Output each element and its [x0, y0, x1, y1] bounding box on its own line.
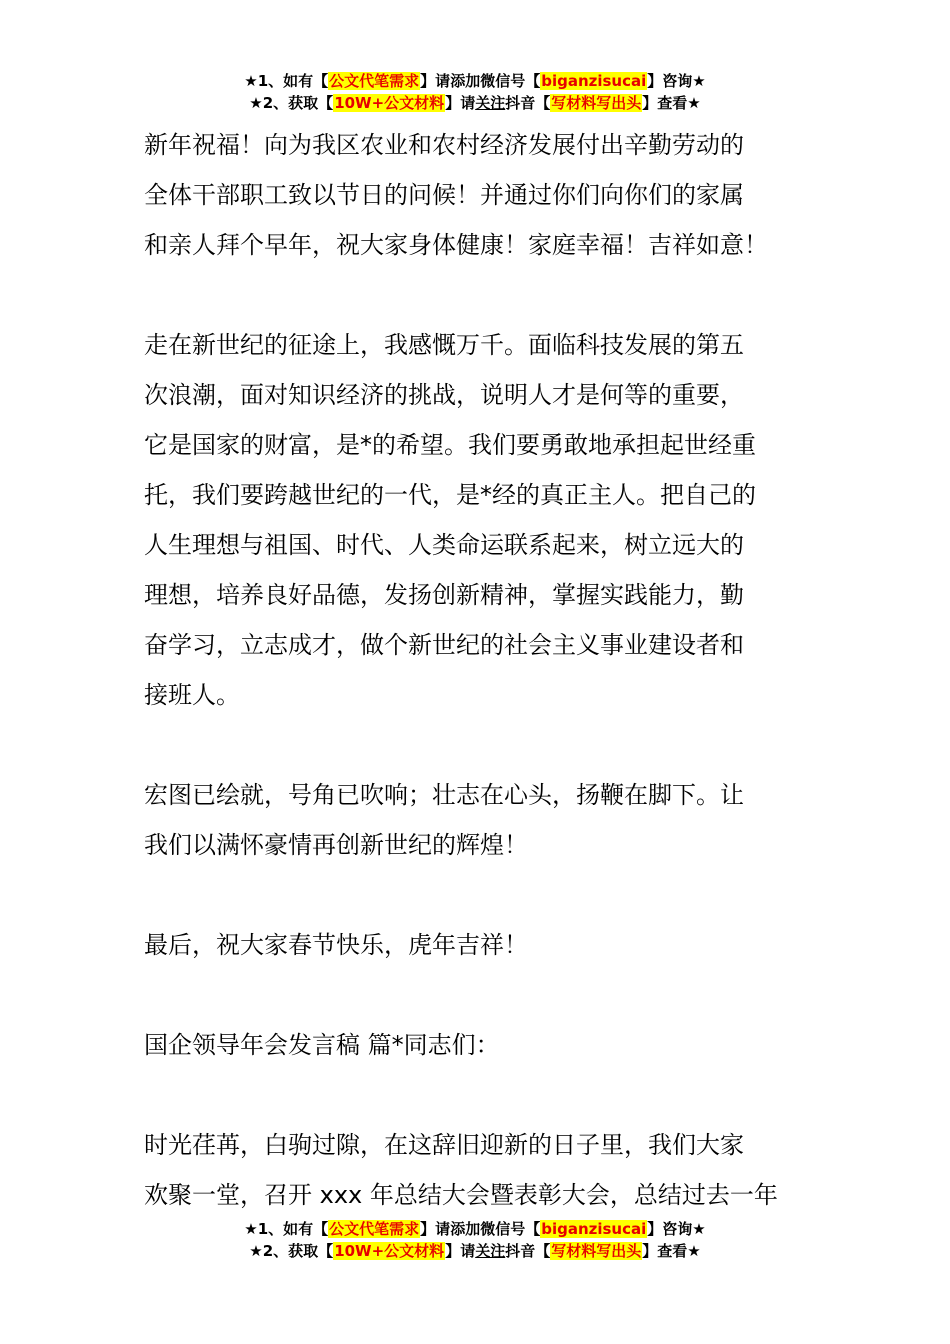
- banner-text: 】咨询★: [647, 72, 706, 90]
- header-banner: [0, 70, 950, 114]
- banner-text: 抖音【: [505, 94, 551, 112]
- banner-text: 微信号【: [480, 1220, 541, 1238]
- banner-highlight-douyin-account: 写材料写出头: [551, 94, 642, 112]
- text-line: 它是国家的财富，是*的希望。我们要勇敢地承担起世经重: [144, 431, 756, 459]
- banner-text: ★2、获取【: [249, 94, 334, 112]
- text-line: 我们以满怀豪情再创新世纪的辉煌！: [144, 831, 528, 859]
- banner-emphasis: 关注: [475, 1242, 506, 1260]
- banner-text: 】查看★: [642, 1242, 701, 1260]
- text-line: 最后，祝大家春节快乐，虎年吉祥！: [144, 931, 528, 959]
- text-line: 走在新世纪的征途上，我感慨万千。面临科技发展的第五: [144, 331, 744, 359]
- banner-text: 】请: [420, 1220, 451, 1238]
- banner-text: 】请: [445, 1242, 476, 1260]
- paragraph-gap: [144, 1070, 809, 1120]
- banner-text: 】咨询★: [647, 1220, 706, 1238]
- banner-text: 】查看★: [642, 94, 701, 112]
- text-line: 新年祝福！向为我区农业和农村经济发展付出辛勤劳动的: [144, 131, 744, 159]
- text-line: 奋学习，立志成才，做个新世纪的社会主义事业建设者和: [144, 631, 744, 659]
- banner-text: 微信号【: [480, 72, 541, 90]
- footer-banner: [0, 1218, 950, 1262]
- footer-banner-line-1: [0, 1218, 950, 1240]
- text-line: 宏图已绘就，号角已吹响；壮志在心头，扬鞭在脚下。让: [144, 781, 744, 809]
- text-line: 全体干部职工致以节日的问候！并通过你们向你们的家属: [144, 181, 744, 209]
- text-line: 接班人。: [144, 681, 240, 709]
- banner-highlight-wechat-id: biganzisucai: [541, 72, 647, 90]
- text-line: 和亲人拜个早年，祝大家身体健康！家庭幸福！吉祥如意！: [144, 231, 768, 259]
- banner-highlight-materials: 10W+公文材料: [334, 94, 445, 112]
- banner-highlight-service: 公文代笔需求: [329, 72, 420, 90]
- banner-text: ★2、获取【: [249, 1242, 334, 1260]
- paragraph-gap: [144, 270, 809, 320]
- banner-emphasis: 添加: [450, 72, 481, 90]
- paragraph-gap: [144, 970, 809, 1020]
- banner-emphasis: 添加: [450, 1220, 481, 1238]
- banner-text: 】请: [420, 72, 451, 90]
- header-banner-line-2: [0, 92, 950, 114]
- text-line: 欢聚一堂，召开 xxx 年总结大会暨表彰大会，总结过去一年: [144, 1181, 778, 1209]
- text-line: 托，我们要跨越世纪的一代，是*经的真正主人。把自己的: [144, 481, 756, 509]
- banner-text: 抖音【: [505, 1242, 551, 1260]
- banner-highlight-materials: 10W+公文材料: [334, 1242, 445, 1260]
- paragraph-gap: [144, 720, 809, 770]
- paragraph-gap: [144, 870, 809, 920]
- banner-text: ★1、如有【: [244, 1220, 329, 1238]
- banner-text: ★1、如有【: [244, 72, 329, 90]
- text-line: 时光荏苒，白驹过隙，在这辞旧迎新的日子里，我们大家: [144, 1131, 744, 1159]
- header-banner-line-1: [0, 70, 950, 92]
- banner-text: 】请: [445, 94, 476, 112]
- banner-emphasis: 关注: [475, 94, 506, 112]
- text-line: 理想，培养良好品德，发扬创新精神，掌握实践能力，勤: [144, 581, 744, 609]
- text-line: 国企领导年会发言稿 篇*同志们：: [144, 1031, 500, 1059]
- text-line: 人生理想与祖国、时代、人类命运联系起来，树立远大的: [144, 531, 744, 559]
- document-body: [144, 120, 809, 1220]
- footer-banner-line-2: [0, 1240, 950, 1262]
- banner-highlight-service: 公文代笔需求: [329, 1220, 420, 1238]
- text-line: 次浪潮，面对知识经济的挑战，说明人才是何等的重要，: [144, 381, 744, 409]
- banner-highlight-douyin-account: 写材料写出头: [551, 1242, 642, 1260]
- banner-highlight-wechat-id: biganzisucai: [541, 1220, 647, 1238]
